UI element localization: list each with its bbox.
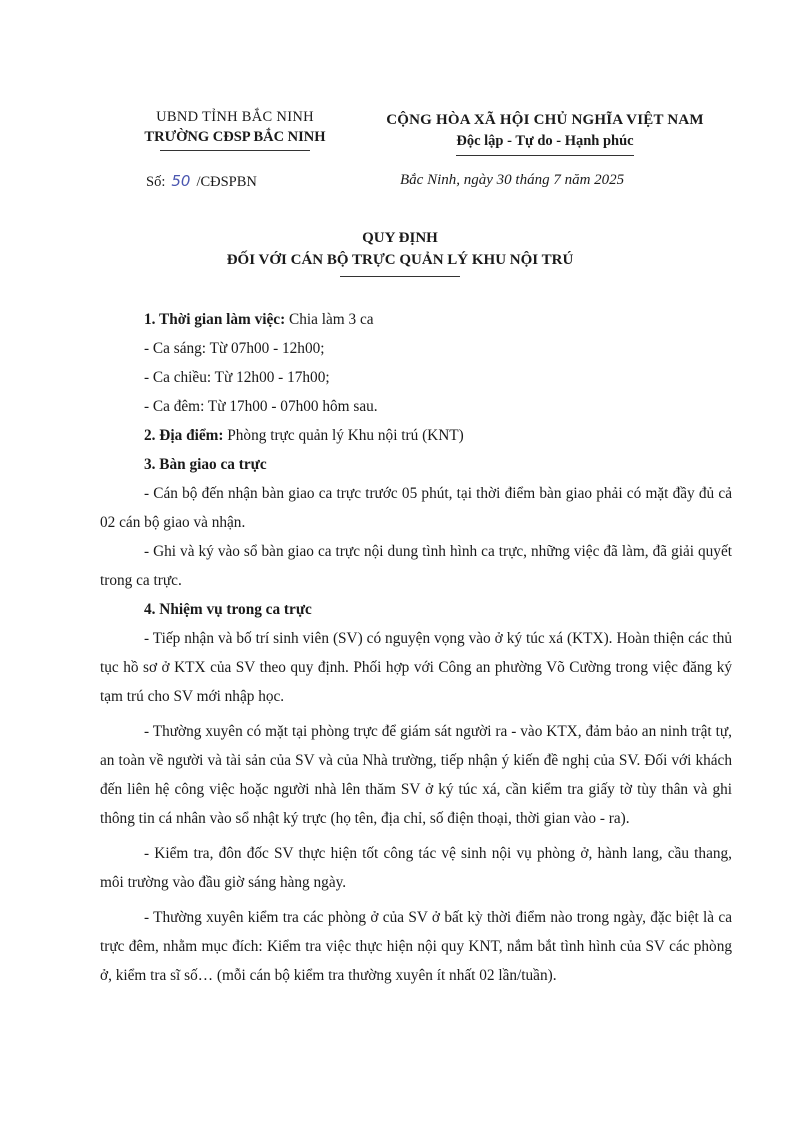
document-number-handwritten: 50 (171, 172, 191, 190)
section-3-paragraph: - Cán bộ đến nhận bàn giao ca trực trước 05 phút, tại thời điểm bàn giao phải có mặt đầy đủ cả 02 cán bộ giao và nhận. (100, 485, 732, 531)
title-line-1: QUY ĐỊNH (362, 230, 438, 246)
header-right-rule (456, 155, 634, 156)
header-left (100, 107, 370, 151)
section-1-heading: 1. Thời gian làm việc: (144, 311, 286, 328)
section-1-item: - Ca sáng: Từ 07h00 - 12h00; (144, 340, 325, 357)
section-2-line (100, 421, 732, 450)
section-3-paragraph: - Ghi và ký vào sổ bàn giao ca trực nội dung tình hình ca trực, những việc đã làm, đã giải quyết trong ca trực. (100, 543, 732, 589)
section-1-item: - Ca đêm: Từ 17h00 - 07h00 hôm sau. (144, 398, 378, 415)
section-1-text: Chia làm 3 ca (285, 311, 374, 328)
header-right (345, 110, 745, 156)
issuing-school: TRƯỜNG CĐSP BẮC NINH (144, 129, 326, 145)
section-4-heading: 4. Nhiệm vụ trong ca trực (144, 601, 312, 618)
document-number-prefix: Số: (146, 174, 166, 190)
document-number (146, 172, 257, 191)
section-2-heading: 2. Địa điểm: (144, 427, 224, 444)
section-2-text: Phòng trực quản lý Khu nội trú (KNT) (223, 427, 464, 444)
section-4-paragraph: - Tiếp nhận và bố trí sinh viên (SV) có nguyện vọng vào ở ký túc xá (KTX). Hoàn thiện các thủ tục hồ sơ ở KTX của SV theo quy định. Phối hợp với Công an phường Võ Cường trong việc đăng ký tạm trú cho SV mới nhập học. (100, 630, 732, 705)
section-1-heading-line (100, 305, 732, 334)
title-rule (340, 276, 460, 277)
header-left-rule (160, 150, 310, 151)
document-number-suffix: /CĐSPBN (196, 174, 257, 190)
title-line-2: ĐỐI VỚI CÁN BỘ TRỰC QUẢN LÝ KHU NỘI TRÚ (226, 252, 574, 268)
section-4-paragraph: - Thường xuyên kiểm tra các phòng ở của SV ở bất kỳ thời điểm nào trong ngày, đặc biệt là ca trực đêm, nhằm mục đích: Kiểm tra việc thực hiện nội quy KNT, nắm bắt tình hình của SV các phòng ở, kiểm tra sĩ số… (mỗi cán bộ kiểm tra thường xuyên ít nhất 02 lần/tuần). (100, 909, 732, 984)
section-1-item: - Ca chiều: Từ 12h00 - 17h00; (144, 369, 330, 386)
document-date: Bắc Ninh, ngày 30 tháng 7 năm 2025 (400, 172, 625, 188)
national-title: CỘNG HÒA XÃ HỘI CHỦ NGHĨA VIỆT NAM (386, 112, 704, 128)
national-motto: Độc lập - Tự do - Hạnh phúc (456, 133, 634, 149)
document-body (100, 305, 732, 990)
section-4-paragraph: - Kiểm tra, đôn đốc SV thực hiện tốt công tác vệ sinh nội vụ phòng ở, hành lang, cầu thang, môi trường vào đầu giờ sáng hàng ngày. (100, 845, 732, 891)
section-4-paragraph: - Thường xuyên có mặt tại phòng trực để giám sát người ra - vào KTX, đảm bảo an ninh trật tự, an toàn về người và tài sản của SV và của Nhà trường, tiếp nhận ý kiến đề nghị của SV. Đối với khách đến liên hệ công việc hoặc người nhà lên thăm SV ở ký túc xá, cần kiểm tra giấy tờ tùy thân và ghi thông tin cá nhân vào sổ nhật ký trực (họ tên, địa chỉ, số điện thoại, thời gian vào - ra). (100, 723, 732, 827)
issuing-authority: UBND TỈNH BẮC NINH (156, 109, 314, 125)
section-3-heading: 3. Bàn giao ca trực (144, 456, 267, 473)
document-title (0, 227, 800, 277)
